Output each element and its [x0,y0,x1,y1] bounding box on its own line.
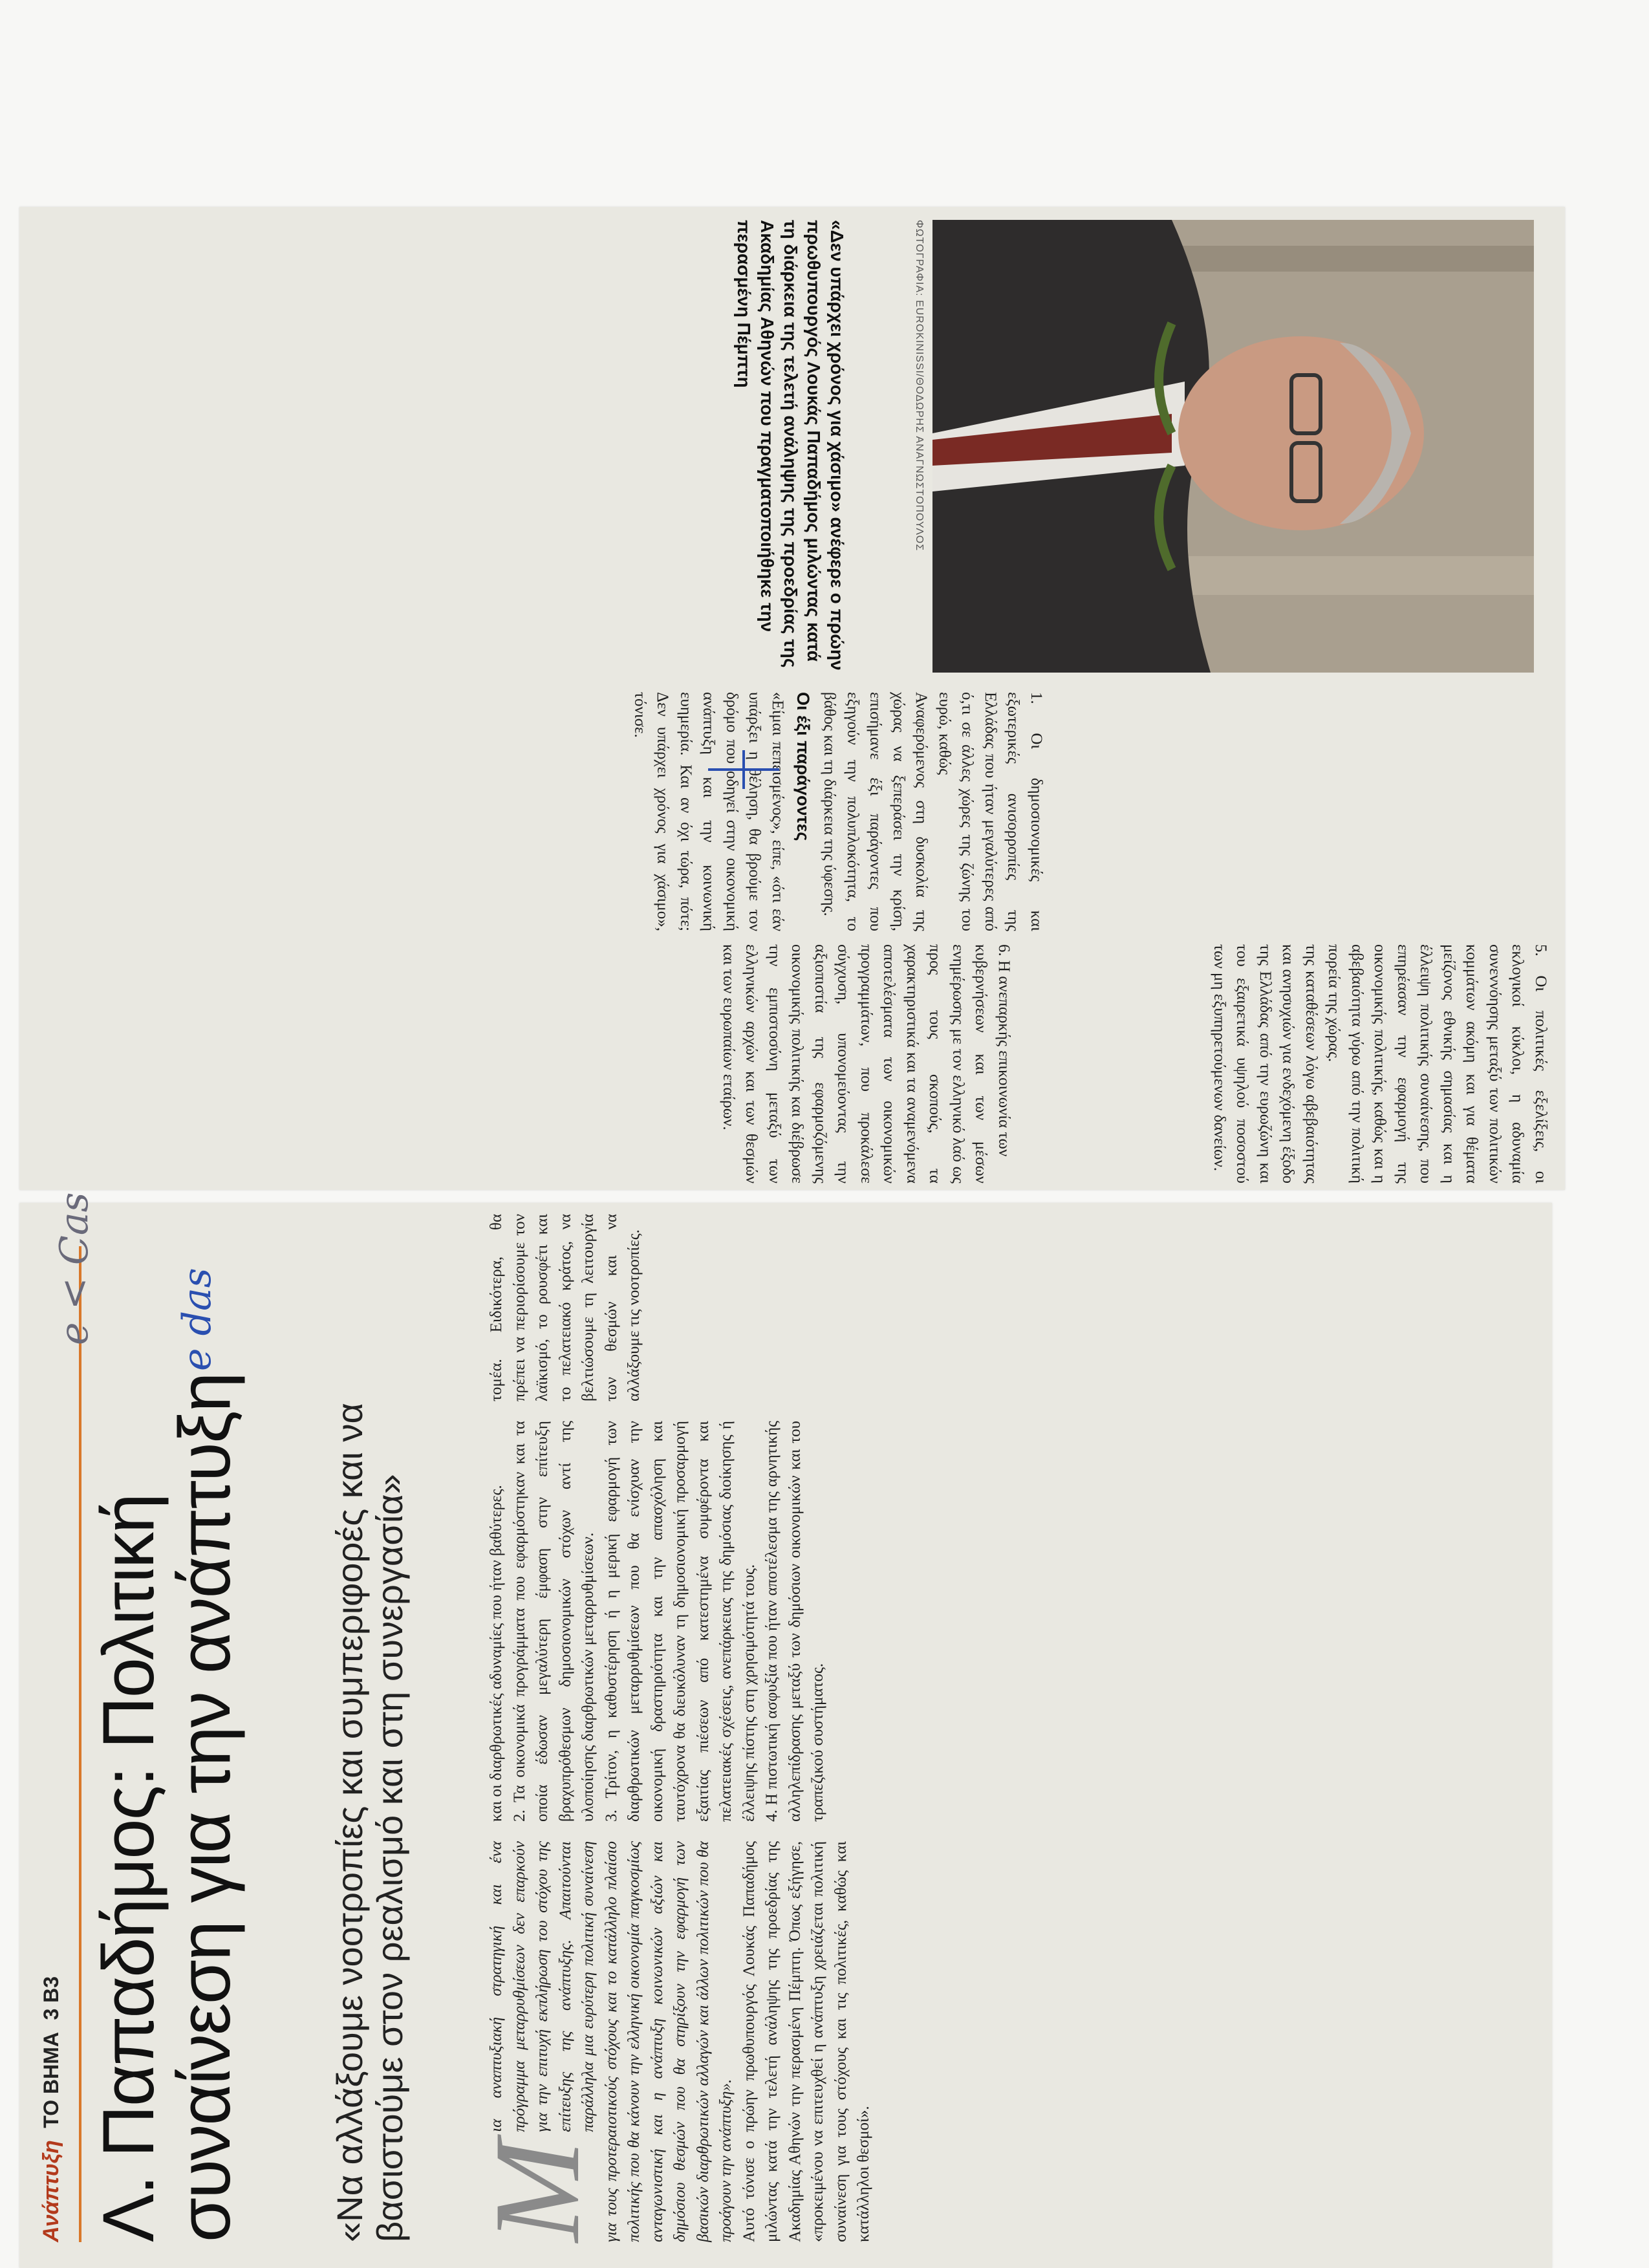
bottom-column-3 [485,1214,1533,1401]
article-paragraph: 4. Η πιστωτική ασφυξία που ήταν αποτέλεσμα της αρνητικής αλληλεπίδρασης μεταξύ των δημόσιων οικονομικών και του τραπεζικού συστήματος. [763,1421,826,1822]
article-paragraph: Αυτό τόνισε ο πρώην πρωθυπουργός Λουκάς Παπαδήμος μιλώντας κατά την τελετή ανάληψης της προεδρίας της Ακαδημίας Αθηνών την περασμένη Πέμπτη. Όπως εξήγησε, «προκειμένου να επιτευχθεί η ανάπτυξη χρειάζεται πολιτική συναίνεση για τους στόχους και τις πολιτικές, καθώς και κατάλληλοι θεσμοί». [740,1841,872,2242]
subheadline: «Να αλλάξουμε νοοτροπίες και συμπεριφορές και να βασιστούμε στον ρεαλισμό και στη συνεργασία» [329,1403,410,2242]
article-paragraph: 1. Οι δημοσιονομικές και εξωτερικές ανισορροπίες της Ελλάδας που ήταν μεγαλύτερες από ό,τι σε άλλες χώρες της ζώνης του ευρώ, καθώς [936,692,1045,931]
clipping-bottom-content [19,1203,1552,2268]
article-paragraph: «Είμαι πεπεισμένος», είπε, «ότι εάν υπάρξει η θέληση, θα βρούμε τον δρόμο που οδηγεί στην οικονομική ανάπτυξη και την κοινωνική ευημερία. Και αν όχι τώρα, πότε; Δεν υπάρχει χρόνος για χάσιμο», τόνισε. [631,692,786,931]
article-photo [932,220,1534,673]
section-header [39,1246,78,2242]
top-column-2 [32,944,1015,1183]
article-intro [469,1841,738,2242]
article-paragraph: της καταθέσεων λόγω αβεβαιότητας και ανησυχιών για ενδεχόμενη έξοδο της Ελλάδας από την ευρωζώνη και του εξαιρετικά υψηλού ποσοστού των μη εξυπηρετούμενων δανείων. [1211,944,1320,1183]
photo-caption [26,220,867,673]
article-paragraph: κυβερνήσεων και των μέσων ενημέρωσης με τον ελληνικό λαό ως προς τους σκοπούς, τα χαρακτηριστικά και τα αναμενόμενα αποτελέσματα των οικονομικών προγραμμάτων, που προκάλεσε σύγχυση, υπονομεύοντας την αξιοπιστία της εφαρμοζόμενης οικονομικής πολιτικής και διέβρωσε την εμπιστοσύνη μεταξύ των ελληνικών αρχών και των θεσμών και των ευρωπαίων εταίρων. [720,944,990,1183]
bottom-column-1 [469,1841,1533,2242]
handwritten-note: e < Cas [52,1192,97,1345]
bottom-column-2 [485,1421,1533,1822]
clipping-top [19,207,1565,1190]
article-paragraph: και οι διαρθρωτικές αδυναμίες που ήταν βαθύτερες. [488,1485,505,1822]
newspaper-name: ΤΟ ΒΗΜΑ [39,2031,63,2128]
top-column-3 [1035,944,1552,1183]
handwritten-note: e das [175,1268,220,1371]
photo-caption-text: «Δεν υπάρχει χρόνος για χάσιμο» ανέφερε ο πρώην πρωθυπουργός Λουκάς Παπαδήμος μιλώντας κατά τη διάρκεια της τελετή ανάληψης της προεδρίας της Ακαδημίας Αθηνών που πραγματοποιήθηκε την περασμένη Πέμπτη [734,220,847,671]
section-name: Ανάπτυξη [39,2140,63,2242]
pen-mark [705,744,782,795]
article-paragraph: 5. Οι πολιτικές εξελίξεις, οι εκλογικοί κύκλοι, η αδυναμία συνεννόησης μεταξύ των πολιτικών κομμάτων ακόμη και για θέματα μείζονος εθνικής σημασίας και η έλλειψη πολιτικής συναίνεσης, που επηρέασαν την εφαρμογή της οικονομικής πολιτικής, καθώς και η αβεβαιότητα γύρω από την πολιτική πορεία της χώρας. [1325,944,1549,1183]
clipping-top-content [19,207,1565,1190]
article-paragraph: 2. Τα οικονομικά προγράμματα που εφαρμόστηκαν και τα οποία έδωσαν μεγαλύτερη έμφαση στην επίτευξη βραχυπρόθεσμων δημοσιονομικών στόχων αντί της υλοποίησης διαρθρωτικών μεταρρυθμίσεων. [510,1421,597,1822]
headline: Λ. Παπαδήμος: Πολιτική συναίνεση για την ανάπτυξη [88,1373,245,2242]
dropcap: Μ [469,2139,605,2242]
top-column-1 [13,692,1048,931]
clipping-bottom [19,1203,1552,2268]
article-paragraph: 6. Η ανεπαρκής επικοινωνία των [995,944,1013,1157]
portrait-image [932,220,1534,673]
subheading-six-factors: Οι έξι παράγοντες [793,692,813,841]
article-intro-text: ια αναπτυξιακή στρατηγική και ένα πρόγραμμα μεταρρυθμίσεων δεν επαρκούν για την επιτυχή εκπλήρωση του στόχου της επίτευξης της ανάπτυξης. Απαιτούνται παράλληλα μια ευρύτερη πολιτική συναίνεση για τους προτεραιοτικούς στόχους και το κατάλληλο πλαίσιο πολιτικής που θα κάνουν την ελληνική οικονομία παγκοσμίως ανταγωνιστική και η ανάπτυξη κοινωνικών αξιών και δημόσιου θεσμών που θα στηρίξουν την εφαρμογή των βασικών διαρθρωτικών αλλαγών και άλλων πολιτικών που θα προάγουν την ανάπτυξη». [488,1841,735,2242]
photo-credit: ΦΩΤΟΓΡΑΦΙΑ: EUROKINISSI/ΘΟΔΩΡΗΣ ΑΝΑΓΝΩΣΤΟΠΟΥΛΟΣ [914,220,925,552]
article-paragraph: 3. Τρίτον, η καθυστέρηση ή η μερική εφαρμογή των διαρθρωτικών μεταρρυθμίσεων που θα ενίσχυαν την οικονομική δραστηριότητα και την απασχόληση και ταυτόχρονα θα διευκόλυναν τη δημοσιονομική προσαρμογή εξαιτίας πιέσεων από κατεστημένα συμφέροντα και πελατειακές σχέσεις, ανεπάρκειας της δημόσιας διοίκησης ή έλλειψης πίστης στη χρησιμότητά τους. [602,1421,758,1822]
article-paragraph: Αναφερόμενος στη δυσκολία της χώρας να ξεπεράσει την κρίση, επισήμανε έξι παράγοντες που εξηγούν την πολυπλοκότητα, το βάθος και τη διάρκεια της ύφεσης. [821,692,931,931]
article-paragraph: τομέα. Ειδικότερα, θα πρέπει να περιορίσουμε τον λαϊκισμό, το ρουσφέτι και το πελατειακό κράτος, να βελτιώσουμε τη λειτουργία των θεσμών και να αλλάξουμε τις νοοτροπίες. [488,1214,643,1401]
header-rule [79,1246,81,2242]
page-number: 3 Β3 [39,1976,63,2020]
